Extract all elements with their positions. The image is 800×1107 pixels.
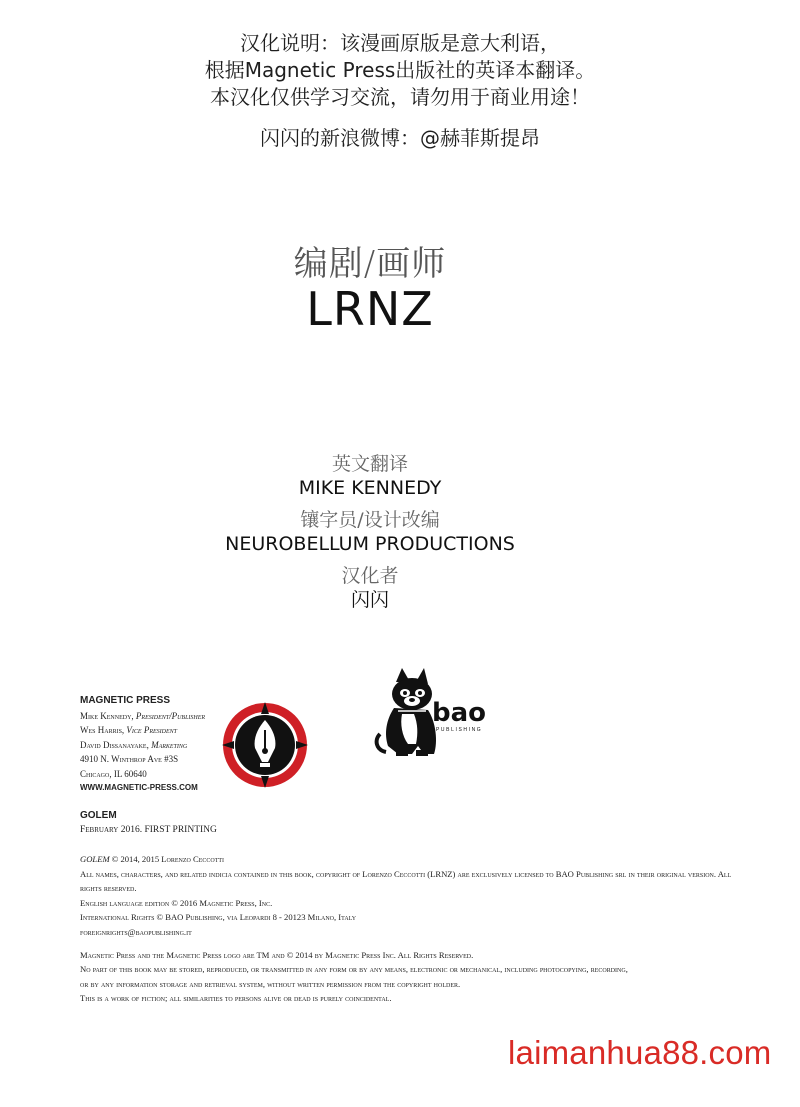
- address-line-2: Chicago, IL 60640: [80, 768, 147, 779]
- staff-title-2: Vice President: [126, 725, 177, 735]
- weibo-note: 闪闪的新浪微博：@赫菲斯提昂: [260, 126, 540, 150]
- note-line-2: 根据Magnetic Press出版社的英译本翻译。: [204, 58, 596, 82]
- legal-international-rights: International Rights © BAO Publishing, via Leopardi 8 - 20123 Milano, Italy: [80, 912, 357, 923]
- staff-title-3: Marketing: [151, 739, 188, 750]
- writer-artist-role: 编剧/画师: [293, 244, 447, 284]
- publisher-info: [80, 694, 230, 796]
- note-line-1: 汉化说明：该漫画原版是意大利语，: [240, 31, 560, 55]
- legal-names: All names, characters, and related indicia contained in this book, copyright of Lorenzo Ceccotti (LRNZ) are exclusively licensed to BAO Publishing srl in their original version. All rights reserved.: [80, 868, 732, 894]
- book-info: [80, 808, 217, 838]
- chinese-translator-name: 闪闪: [350, 589, 389, 611]
- legal-copyright-line: [80, 852, 740, 867]
- legal-title: GOLEM: [80, 854, 110, 864]
- bao-subtitle: PUBLISHING: [436, 727, 483, 733]
- chinese-translator-role: 汉化者: [341, 565, 399, 587]
- credits-block: [0, 452, 740, 620]
- legal-text: [80, 852, 740, 1006]
- legal-reproduce-1: No part of this book may be stored, reproduced, or transmitted in any form or by any means, electronic or mechanical, including photocopying, recording,: [80, 964, 628, 975]
- address-line-1: 4910 N. Winthrop Ave #3S: [80, 754, 179, 764]
- site-watermark: laimanhua88.com: [508, 1034, 772, 1071]
- staff-line-2: [80, 723, 230, 738]
- legal-english-edition: English language edition © 2016 Magnetic Press, Inc.: [80, 897, 273, 908]
- legal-fiction: This is a work of fiction; all similarities to persons alive or dead is purely coincidental.: [80, 993, 392, 1004]
- bao-wordmark: bao: [432, 698, 487, 728]
- staff-line-3: [80, 738, 230, 753]
- translation-notes: [0, 30, 800, 152]
- printing-info: February 2016. FIRST PRINTING: [80, 825, 217, 835]
- translator-name: MIKE KENNEDY: [298, 477, 442, 499]
- staff-name-1: Mike Kennedy,: [80, 710, 134, 721]
- staff-line-1: [80, 709, 230, 724]
- publisher-website: WWW.MAGNETIC-PRESS.COM: [80, 783, 198, 792]
- letterer-role: 镶字员/设计改编: [300, 509, 440, 531]
- staff-name-2: Wes Harris,: [80, 725, 125, 735]
- staff-name-3: David Dissanayake,: [80, 739, 149, 750]
- staff-title-1: President/Publisher: [135, 710, 206, 721]
- legal-email: foreignrights@baopublishing.it: [80, 926, 192, 937]
- publisher-name: MAGNETIC PRESS: [80, 695, 171, 706]
- legal-trademark: Magnetic Press and the Magnetic Press logo are TM and © 2014 by Magnetic Press Inc. All Rights Reserved.: [80, 949, 474, 960]
- creator-name: LRNZ: [306, 282, 434, 336]
- translator-role: 英文翻译: [331, 453, 408, 475]
- magnetic-press-logo-icon: [220, 700, 310, 790]
- note-line-3: 本汉化仅供学习交流，请勿用于商业用途！: [210, 85, 590, 109]
- legal-reproduce-2: or by any information storage and retrieval system, without written permission from the copyright holder.: [80, 978, 461, 989]
- book-title: GOLEM: [80, 810, 117, 821]
- legal-copyright: © 2014, 2015 Lorenzo Ceccotti: [111, 854, 225, 864]
- letterer-name: NEUROBELLUM PRODUCTIONS: [225, 533, 515, 555]
